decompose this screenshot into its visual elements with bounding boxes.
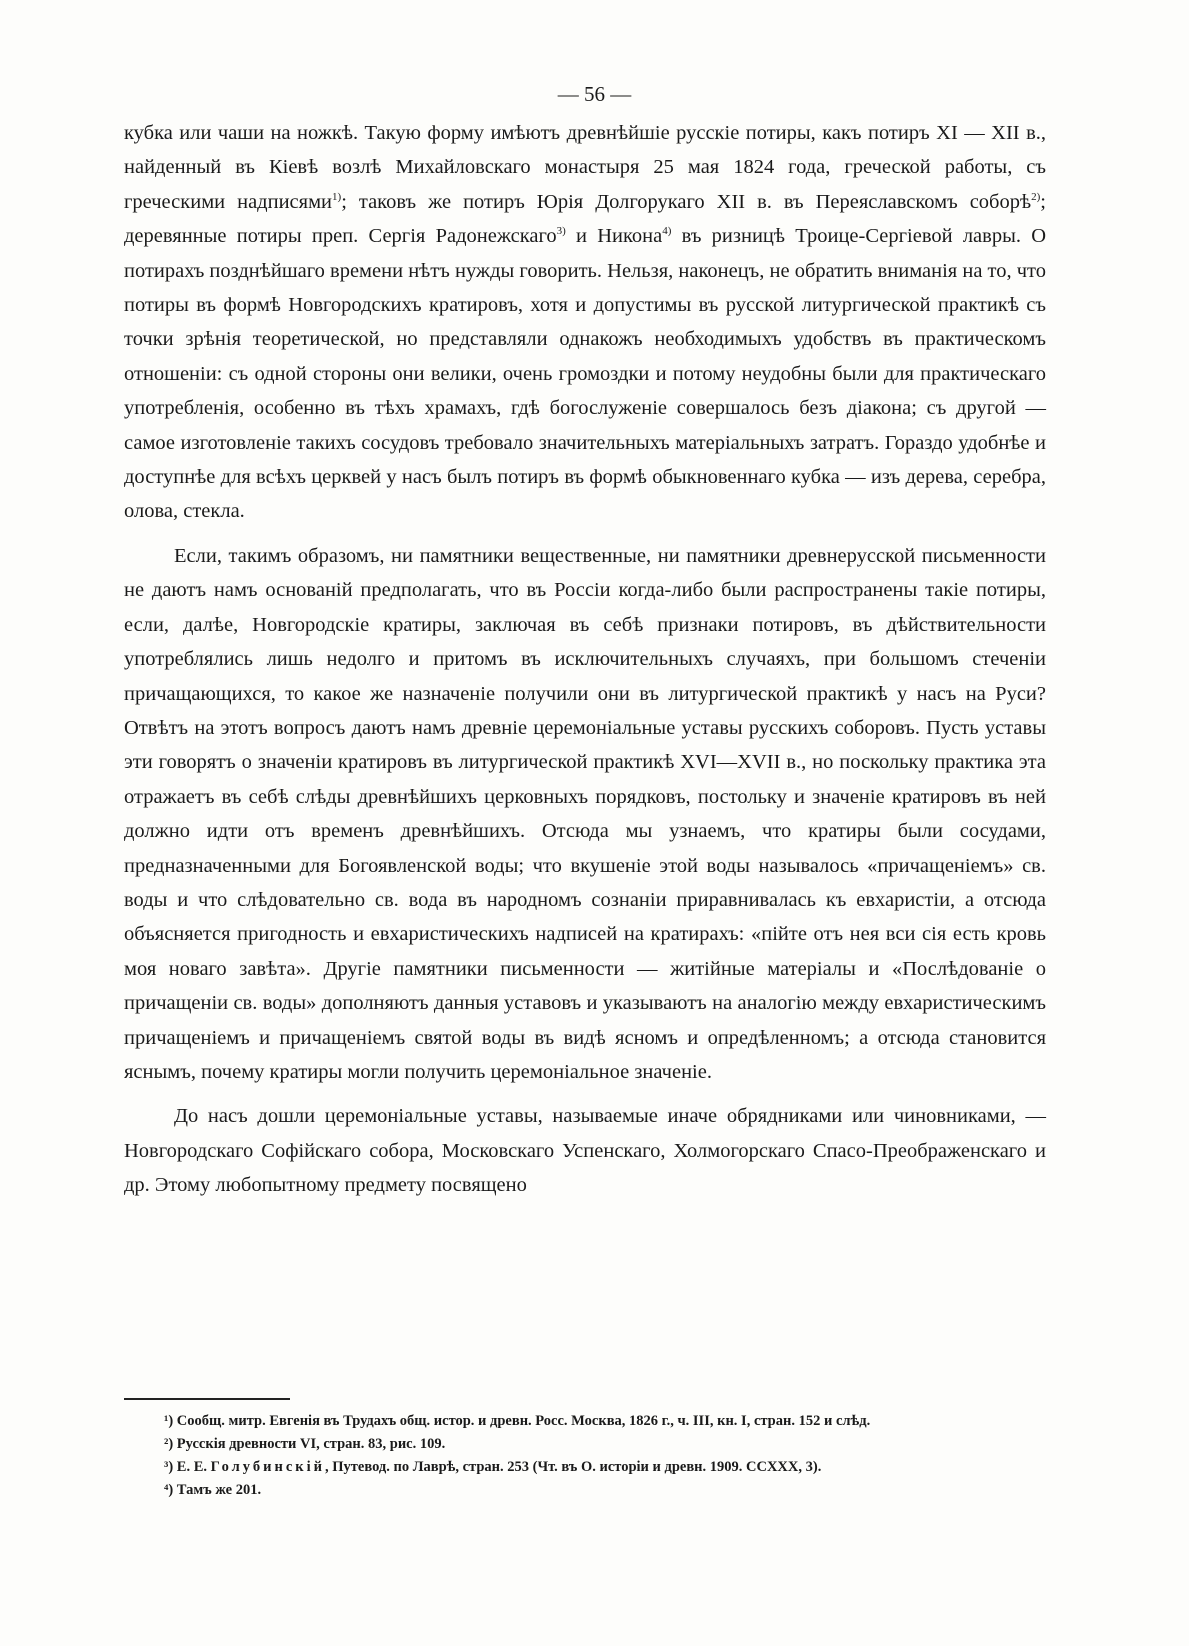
text-run: ; таковъ же потиръ Юрiя Долгорукаго XII в. въ Переяславскомъ соборѣ (341, 190, 1032, 213)
footnote-3-author: Голубинскiй (210, 1459, 325, 1475)
text-run: Если, такимъ образомъ, ни памятники вещественные, ни памятники древнерусской письменности не даютъ намъ основанiй предполагать, что въ Россiи когда-либо были распространены такiе потиры, если, далѣе, Новгородскiе кратиры, заключая въ себѣ признаки потировъ, въ дѣйствительности употреблялись лишь недолго и притомъ въ исключительныхъ случаяхъ, при большомъ стеченiи причащающихся, то какое же назначенiе получили они въ литургической практикѣ у насъ на Руси? Отвѣтъ на этотъ вопросъ даютъ намъ древнiе церемонiальные уставы русскихъ соборовъ. Пусть уставы эти говорятъ о значенiи кратировъ въ литургической практикѣ XVI—XVII в., но поскольку практика эта отражаетъ въ себѣ слѣды древнѣйшихъ церковныхъ порядковъ, постольку и значенiе кратировъ въ ней должно идти отъ временъ древнѣйшихъ. Отсюда мы узнаемъ, что кратиры были сосудами, предназначенными для Богоявленской воды; что вкушенiе этой воды называлось «причащенiемъ» св. воды и что слѣдовательно св. вода въ народномъ сознанiи приравнивалась къ евхаристiи, а отсюда объясняется пригодность и евхаристическихъ надписей на кратирахъ: «пiйте отъ нея вси сiя есть кровь моя новаго завѣта». Другiе памятники письменности — житiйные матерiалы и «Послѣдованiе о причащенiи св. воды» дополняютъ данныя уставовъ и указываютъ на аналогiю между евхаристическимъ причащенiемъ и причащенiемъ святой воды въ видѣ ясномъ и опредѣленномъ; а отсюда становится яснымъ, почему кратиры могли получить церемонiальное значенiе. (124, 544, 1046, 1083)
footnote-3-mark: ³) Е. Е. (164, 1459, 211, 1475)
text-run: и Никона (565, 225, 663, 248)
paragraph-2 (124, 539, 1046, 1090)
footnote-ref-mark: 2) (1031, 190, 1041, 203)
footnote-4: ⁴) Тамъ же 201. (164, 1482, 262, 1498)
footnotes (124, 1410, 1046, 1502)
footnote-separator (124, 1398, 290, 1400)
paragraph-1 (124, 116, 1046, 529)
text-run: ; деревянные потиры преп. Сергiя Радонежскаго (124, 190, 1046, 248)
footnote-ref-mark: 4) (662, 225, 672, 238)
body-text (124, 116, 1046, 1203)
paragraph-3 (124, 1099, 1046, 1202)
footnote-2: ²) Русскiя древности VI, стран. 83, рис. 109. (164, 1436, 446, 1452)
footnote-3 (124, 1456, 1046, 1479)
footnote-1: ¹) Сообщ. митр. Евгенiя въ Трудахъ общ. истор. и древн. Росс. Москва, 1826 г., ч. III, кн. I, стран. 152 и слѣд. (164, 1413, 871, 1429)
page-number: — 56 — (557, 82, 632, 106)
footnote-ref-mark: 1) (332, 190, 342, 203)
text-run: въ ризницѣ Троице-Сергiевой лавры. О потирахъ позднѣйшаго времени нѣтъ нужды говорить. Нельзя, наконецъ, не обратить вниманiя на то, что потиры въ формѣ Новгородскихъ кратировъ, хотя и допустимы въ русской литургической практикѣ съ точки зрѣнiя теоретической, но представляли однакожъ необходимыхъ удобствъ въ практическомъ отношенiи: съ одной стороны они велики, очень громоздки и потому неудобны были для практическаго употребленiя, особенно въ тѣхъ храмахъ, гдѣ богослуженiе совершалось безъ дiакона; съ другой — самое изготовленiе такихъ сосудовъ требовало значительныхъ матерiальныхъ затратъ. Гораздо удобнѣе и доступнѣе для всѣхъ церквей у насъ былъ потиръ въ формѣ обыкновеннаго кубка — изъ дерева, серебра, олова, стекла. (124, 225, 1047, 523)
footnote-3-rest: , Путевод. по Лаврѣ, стран. 253 (Чт. въ О. исторiи и древн. 1909. CCXXX, 3). (325, 1459, 822, 1475)
text-run: кубка или чаши на ножкѣ. Такую форму имѣютъ древнѣйшiе русскiе потиры, какъ потиръ XI — XII в., найденный въ Кiевѣ возлѣ Михайловскаго монастыря 25 мая 1824 года, греческой работы, съ греческими надписями (124, 122, 1046, 213)
text-run: До насъ дошли церемонiальные уставы, называемые иначе обрядниками или чиновниками, — Новгородскаго Софiйскаго собора, Московскаго Успенскаго, Холмогорскаго Спасо-Преображенскаго и др. Этому любопытному предмету посвящено (124, 1105, 1046, 1197)
footnote-ref-mark: 3) (556, 225, 566, 238)
